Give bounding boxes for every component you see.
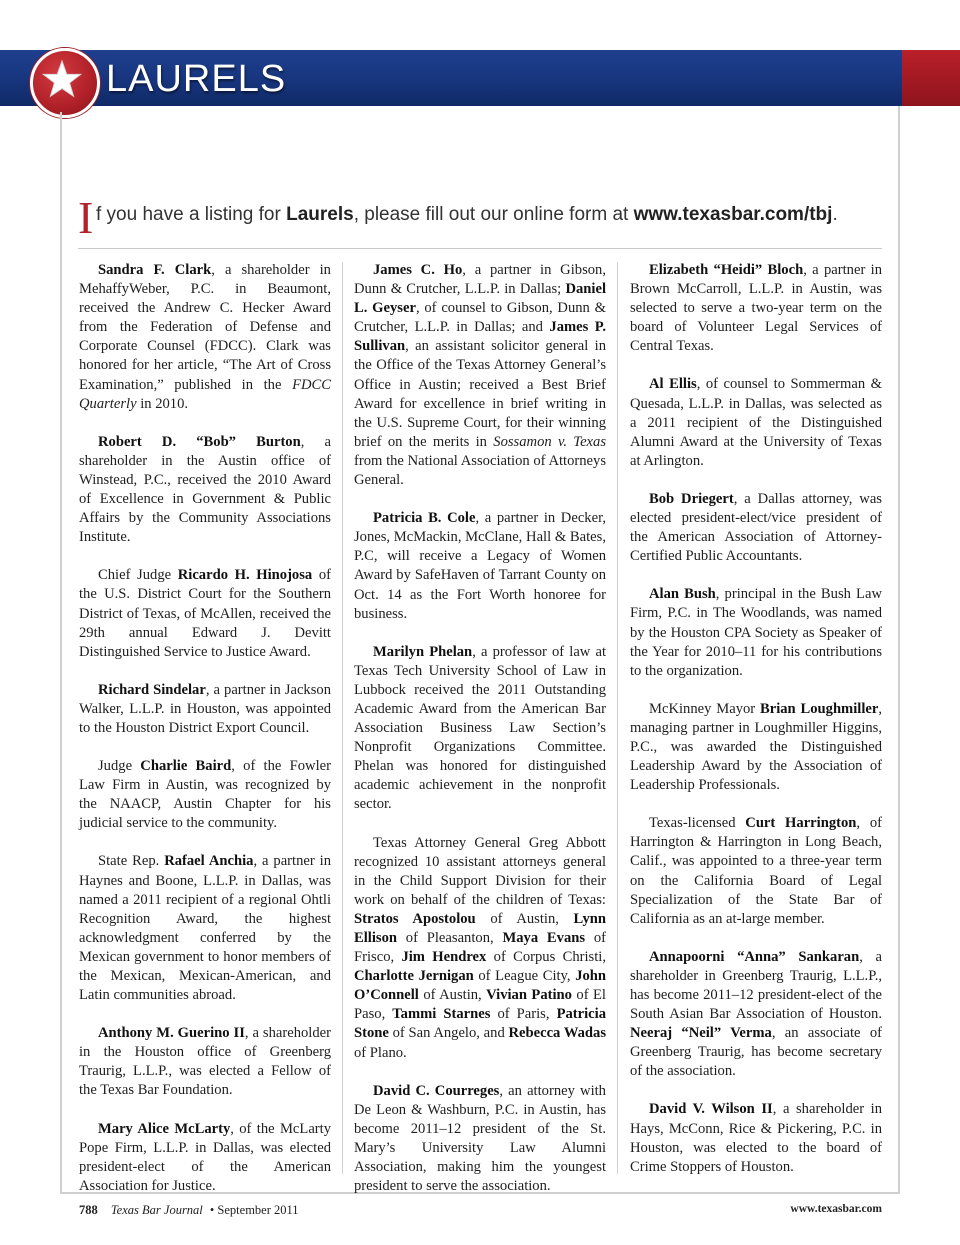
intro-url-link[interactable]: www.texasbar.com/tbj	[633, 204, 833, 225]
honoree-name: Vivian Patino	[486, 987, 572, 1004]
laurel-entry	[630, 948, 882, 1082]
entry-text: , a shareholder in MehaffyWeber, P.C. in Beaumont, received the Andrew C. Hecker Award from the Federation of Defense and Corporate Counsel (FDCC). Clark was honored for her article, “The Art of Cross Examination,” published in the	[79, 262, 331, 393]
entry-text: , a Dallas attorney, was elected president-elect/vice president of the American Association of Attorney-Certified Public Accountants.	[630, 490, 882, 565]
entry-text: , of counsel to Sommerman & Quesada, L.L.P. in Dallas, was selected as a 2011 recipient of the Distinguished Alumni Award at the University of Texas at Arlington.	[630, 376, 882, 469]
entry-text: , of the McLarty Pope Firm, L.L.P. in Dallas, was elected president-elect of the American Association for Justice.	[79, 1120, 332, 1194]
entry-text: of Paris,	[490, 1006, 557, 1023]
entry-text: , principal in the Bush Law Firm, P.C. in The Woodlands, was named by the Houston CPA Society as Speaker of the Year for 2010–11 for his contributions to the organization.	[630, 586, 882, 679]
honoree-name: Annapoorni “Anna” Sankaran	[649, 948, 860, 965]
honoree-name: Maya Evans	[502, 930, 586, 946]
honoree-name: Brian Loughmiller	[759, 700, 879, 717]
honoree-name: Bob Driegert	[649, 490, 734, 507]
honoree-name: Tammi Starnes	[392, 1006, 491, 1023]
entry-text: , managing partner in Loughmiller Higgins, P.C., was awarded the Distinguished Leadership Award by the Association of Leadership Professionals.	[630, 700, 882, 794]
entry-text: , of the Fowler Law Firm in Austin, was recognized by the NAACP, Austin Chapter for his judicial service to the community.	[79, 758, 331, 832]
laurel-entry	[630, 261, 882, 356]
laurel-entry	[354, 261, 606, 490]
intro-text: f you have a listing for Laurels, please fill out our online form at www.texasbar.com/tbj.	[96, 204, 838, 225]
intro-bold-word: Laurels	[286, 204, 354, 225]
entry-text: , a partner in Jackson Walker, L.L.P. in Houston, was appointed to the Houston District Export Council.	[79, 681, 331, 736]
laurel-entry	[79, 757, 331, 833]
laurel-entry	[630, 585, 882, 680]
honoree-name: Charlie Baird	[140, 758, 232, 775]
entry-text: , a partner in Gibson, Dunn & Crutcher, L.L.P. in Dallas;	[354, 262, 606, 298]
laurel-entry	[630, 375, 882, 470]
laurel-entry	[79, 852, 331, 1005]
entry-text: McKinney Mayor	[649, 700, 760, 717]
honoree-name: Ricardo H. Hinojosa	[177, 567, 313, 584]
entry-text: , an attorney with De Leon & Washburn, P.C. in Austin, has become 2011–12 president of the St. Mary’s University Law Alumni Association, making him the youngest president to serve the association.	[354, 1082, 606, 1195]
honoree-name: Robert D. “Bob” Burton	[98, 433, 301, 450]
footer-left	[79, 1203, 299, 1218]
laurel-entry	[79, 261, 331, 414]
laurel-entry	[354, 509, 606, 624]
entry-text: of the U.S. District Court for the Southern District of Texas, of McAllen, received the 29th annual Edward J. Devitt Distinguished Service to Justice Award.	[79, 567, 331, 660]
entry-text: of Pleasanton,	[397, 930, 503, 946]
laurel-entry	[630, 1100, 882, 1176]
laurel-entry	[630, 700, 882, 795]
honoree-name: David C. Courreges	[373, 1082, 500, 1099]
entry-text: , an assistant solicitor general in the Office of the Texas Attorney General’s Office in Austin; received a Best Brief Award for excellence in brief writing in the U.S. Supreme Court, for their winning brief on the merits in	[354, 338, 606, 450]
publication-name: Texas Bar Journal	[110, 1203, 203, 1217]
laurel-entry	[354, 643, 606, 815]
honoree-name: Charlotte Jernigan	[354, 968, 474, 985]
intro-line	[78, 192, 884, 243]
honoree-name: James C. Ho	[373, 262, 463, 278]
honoree-name: Elizabeth “Heidi” Bloch	[649, 262, 804, 278]
entry-text: , a shareholder in Hays, McConn, Rice & Pickering, P.C. in Houston, was elected to the board of Crime Stoppers of Houston.	[630, 1101, 883, 1175]
honoree-name: Marilyn Phelan	[373, 643, 473, 660]
laurel-entry	[630, 490, 882, 566]
laurel-entry	[79, 1120, 331, 1196]
star-badge	[30, 48, 100, 118]
entry-text: from the National Association of Attorneys General.	[354, 452, 606, 489]
entry-text: Chief Judge	[98, 567, 178, 584]
issue-date: September 2011	[217, 1203, 299, 1217]
entry-text: Texas-licensed	[649, 815, 746, 832]
entry-text: , a partner in Haynes and Boone, L.L.P. in Dallas, was named a 2011 recipient of a regional Ohtli Recognition Award, the highest acknowledgment conferred by the Mexican government to honor members of the Mexican, Mexican-American, and Latin communities abroad.	[79, 853, 332, 1004]
laurel-entry	[79, 566, 331, 661]
honoree-name: Stratos Apostolou	[354, 910, 476, 927]
frame-left	[60, 112, 62, 1194]
honoree-name: Patricia Stone	[354, 1006, 606, 1042]
honoree-name: David V. Wilson II	[649, 1101, 773, 1118]
entry-text: , an associate of Greenberg Traurig, has become secretary of the association.	[630, 1025, 882, 1080]
intro-divider	[78, 248, 882, 249]
honoree-name: Anthony M. Guerino II	[98, 1025, 245, 1042]
laurel-entry	[79, 433, 331, 548]
honoree-name: Daniel L. Geyser	[354, 281, 606, 317]
honoree-name: John O’Connell	[354, 968, 607, 1004]
honoree-name: Rafael Anchia	[164, 853, 254, 870]
entry-text: , a partner in Brown McCarroll, L.L.P. in Austin, was selected to serve a two-year term on the board of Volunteer Legal Services of Central Texas.	[630, 262, 882, 355]
honoree-name: Richard Sindelar	[98, 681, 206, 698]
honoree-name: Neeraj “Neil” Verma	[630, 1025, 772, 1042]
entry-text: Judge	[98, 758, 141, 775]
column-divider-2	[617, 262, 618, 1174]
honoree-name: Jim Hendrex	[401, 949, 487, 966]
honoree-name: Patricia B. Cole	[373, 510, 476, 527]
honoree-name: Al Ellis	[649, 376, 697, 393]
entry-text: , a partner in Decker, Jones, McMackin, McClane, Hall & Bates, P.C, will receive a Legacy of Women Award by SafeHaven of Tarrant County on Oct. 14 as the Fort Worth honoree for business.	[354, 510, 607, 622]
honoree-name: Rebecca Wadas	[508, 1025, 606, 1042]
footer-separator: •	[209, 1203, 215, 1217]
column-1	[79, 261, 331, 1215]
italic-title: Sossamon v. Texas	[493, 433, 606, 450]
laurel-entry	[630, 814, 882, 929]
entry-text: Texas Attorney General Greg Abbott recognized 10 assistant attorneys general in the Child Support Division for their work on behalf of the children of Texas:	[354, 834, 606, 908]
italic-title: FDCC Quarterly	[79, 376, 331, 412]
entry-text: , a shareholder in the Austin office of Winstead, P.C., received the 2010 Award of Excellence in Government & Public Affairs by the Community Associations Institute.	[79, 433, 331, 546]
honoree-name: Mary Alice McLarty	[98, 1120, 231, 1137]
honoree-name: Lynn Ellison	[354, 910, 606, 946]
honoree-name: Sandra F. Clark	[98, 262, 212, 278]
laurel-entry	[354, 834, 606, 1063]
entry-text: of Austin,	[475, 910, 574, 927]
drop-cap: I	[78, 192, 94, 243]
frame-right	[898, 106, 900, 1194]
honoree-name: Alan Bush	[649, 586, 716, 603]
entry-text: of Frisco,	[354, 930, 607, 966]
entry-text: of San Angelo, and	[388, 1025, 509, 1042]
column-divider-1	[342, 262, 343, 1174]
column-3	[630, 261, 882, 1196]
entry-text: of Austin,	[418, 987, 487, 1004]
entry-text: , a professor of law at Texas Tech University School of Law in Lubbock received the 2011 Outstanding Academic Award from the American Bar Association Business Law Section’s Nonprofit Organizations Committee. Phelan was honored for distinguished academic achievement in the nonprofit sector.	[354, 643, 607, 813]
entry-text: , of Harrington & Harrington in Long Beach, Calif., was appointed to a three-year term on the California Board of Legal Specialization of the State Bar of California as an at-large member.	[630, 815, 882, 927]
entry-text: State Rep.	[98, 853, 165, 870]
entry-text: , a shareholder in the Houston office of Greenberg Traurig, L.L.P., was elected a Fellow of the Texas Bar Foundation.	[79, 1025, 331, 1099]
entry-text: in 2010.	[136, 395, 189, 412]
entry-text: of El Paso,	[354, 987, 606, 1023]
entry-text: , of counsel to Gibson, Dunn & Crutcher, L.L.P. in Dallas; and	[354, 300, 606, 336]
laurel-entry	[354, 1082, 606, 1197]
section-title: LAURELS	[106, 58, 287, 100]
entry-text: , a shareholder in Greenberg Traurig, L.L.P., has become 2011–12 president-elect of the South Asian Bar Association of Houston.	[630, 948, 882, 1023]
entry-text: of League City,	[473, 968, 576, 985]
column-2	[354, 261, 606, 1215]
footer-website[interactable]: www.texasbar.com	[790, 1203, 882, 1215]
laurel-entry	[79, 681, 331, 738]
entry-text: of Corpus Christi,	[486, 949, 606, 966]
star-icon	[42, 59, 82, 99]
page-number: 788	[79, 1203, 98, 1217]
honoree-name: Curt Harrington	[745, 815, 857, 832]
laurel-entry	[79, 1024, 331, 1100]
header-red-block	[902, 50, 960, 106]
honoree-name: James P. Sullivan	[354, 319, 606, 355]
entry-text: of Plano.	[354, 1044, 407, 1061]
